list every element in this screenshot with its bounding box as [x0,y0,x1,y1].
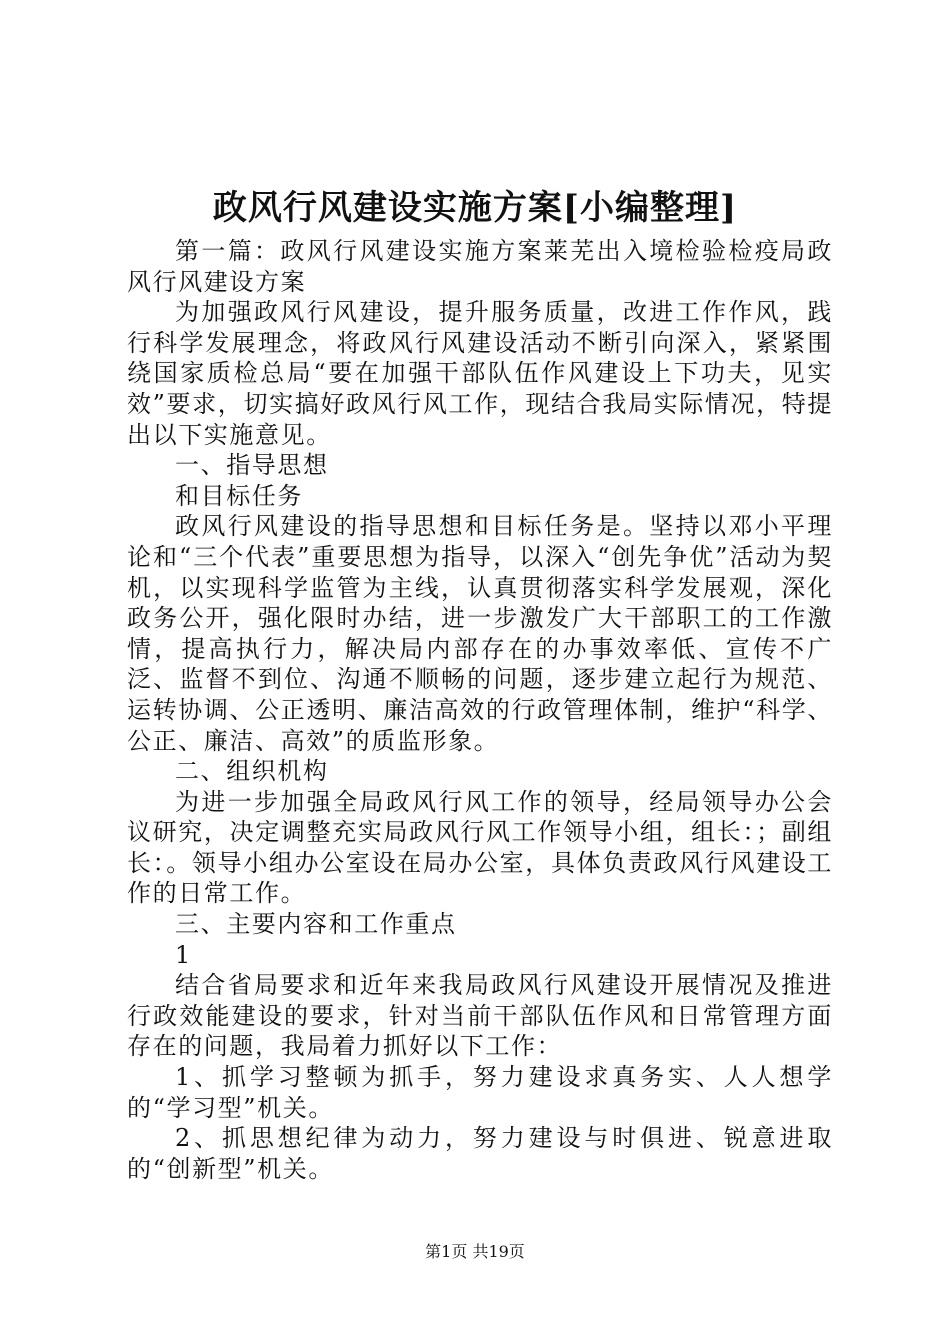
document-title: 政风行风建设实施方案[小编整理] [212,188,738,228]
page-footer: 第1页 共19页 [425,1242,525,1261]
paragraph-main-content: 结合省局要求和近年来我局政风行风建设开展情况及推进行政效能建设的要求，针对当前干部队伍作风和日常管理方面存在的问题，我局着力抓好以下工作： [127,971,833,1061]
list-item-2: 2、抓思想纪律为动力，努力建设与时俱进、锐意进取的“创新型”机关。 [127,1124,833,1183]
paragraph-guiding-thought: 政风行风建设的指导思想和目标任务是。坚持以邓小平理论和“三个代表”重要思想为指导，以深入“创先争优”活动为契机，以实现科学监管为主线，认真贯彻落实科学发展观，深化政务公开，强化限时办结，进一步激发广大干部职工的工作激情，提高执行力，解决局内部存在的办事效率低、宣传不广泛、监督不到位、沟通不顺畅的问题，逐步建立起行为规范、运转协调、公正透明、廉洁高效的行政管理体制，维护“科学、公正、廉洁、高效”的质监形象。 [127,512,833,755]
paragraph-intro: 为加强政风行风建设，提升服务质量，改进工作作风，践行科学发展理念，将政风行风建设活动不断引向深入，紧紧围绕国家质检总局“要在加强干部队伍作风建设上下功夫，见实效”要求，切实搞好政风行风工作，现结合我局实际情况，特提出以下实施意见。 [127,298,833,449]
paragraph-organization: 为进一步加强全局政风行风工作的领导，经局领导办公会议研究，决定调整充实局政风行风工作领导小组，组长：；副组长：。领导小组办公室设在局办公室，具体负责政风行风建设工作的日常工作。 [127,787,833,908]
list-item-1: 1、抓学习整顿为抓手，努力建设求真务实、人人想学的“学习型”机关。 [127,1063,833,1122]
page-marker: 1 [175,940,192,969]
paragraph-chapter-heading: 第一篇：政风行风建设实施方案莱芜出入境检验检疫局政风行风建设方案 [127,237,833,296]
document-body [127,236,833,1184]
section-heading-organization: 二、组织机构 [175,757,329,786]
section-heading-guiding-thought: 一、指导思想 [175,451,329,480]
section-heading-main-content: 三、主要内容和工作重点 [175,910,457,939]
section-heading-continuation: 和目标任务 [175,481,303,510]
